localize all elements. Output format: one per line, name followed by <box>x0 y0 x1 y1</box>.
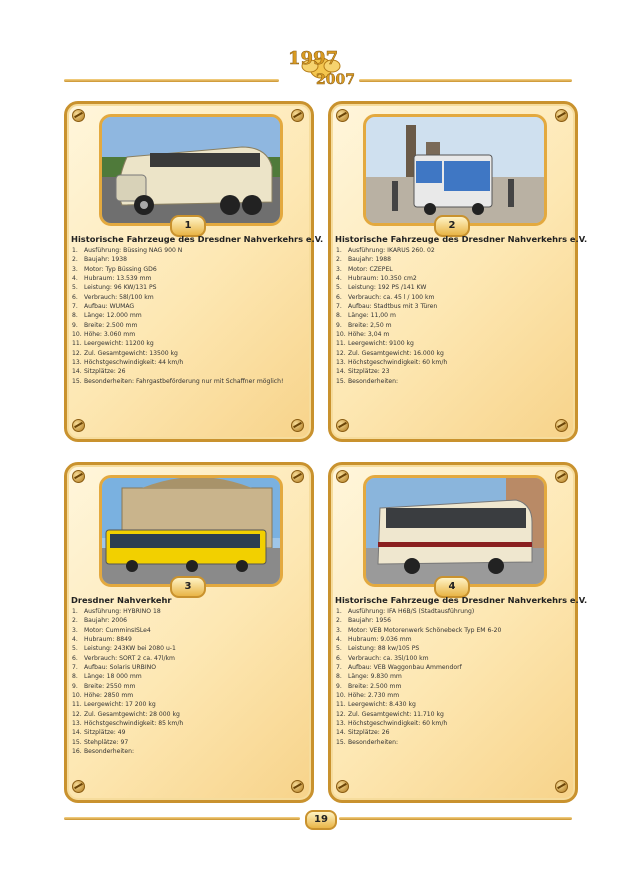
spec-item-number: 1. <box>72 247 78 254</box>
spec-item-number: 12. <box>72 710 82 718</box>
spec-item-number: 1. <box>336 608 342 615</box>
spec-item <box>336 339 447 348</box>
spec-item <box>72 274 283 283</box>
spec-item-text: Länge: 12.000 mm <box>84 312 142 320</box>
screw-icon <box>291 780 304 793</box>
spec-item-number: 5. <box>72 284 78 292</box>
spec-item <box>72 607 183 616</box>
spec-item <box>72 738 183 747</box>
spec-item-text: Länge: 11,00 m <box>348 312 396 320</box>
spec-item-number: 14. <box>72 729 82 737</box>
spec-item-number: 7. <box>336 664 342 672</box>
spec-item-number: 9. <box>72 682 78 690</box>
spec-item <box>336 682 501 691</box>
anniversary-logo <box>286 44 356 88</box>
spec-item-number: 8. <box>336 312 342 320</box>
spec-item-text: Leistung: 243KW bei 2080 u-1 <box>84 645 176 653</box>
spec-item-text: Breite: 2,50 m <box>348 321 392 329</box>
spec-item-text: Hubraum: 9.036 mm <box>348 636 412 644</box>
spec-item <box>336 321 447 330</box>
spec-item <box>336 635 501 644</box>
spec-item-text: Breite: 2.500 mm <box>348 682 402 690</box>
spec-item-text: Aufbau: Solaris URBINO <box>84 664 156 672</box>
screw-icon <box>291 419 304 432</box>
spec-item-text: Höhe: 3.060 mm <box>84 331 136 339</box>
spec-item-text: Sitzplätze: 49 <box>84 729 126 737</box>
card-title: Historische Fahrzeuge des Dresdner Nahverkehrs e.V. <box>335 595 588 605</box>
screw-icon <box>291 109 304 122</box>
spec-item-text: Baujahr: 1956 <box>348 617 391 625</box>
spec-item-number: 8. <box>336 673 342 681</box>
spec-item <box>72 719 183 728</box>
vehicle-card-1 <box>64 101 324 442</box>
spec-item <box>72 293 283 302</box>
spec-item-number: 7. <box>336 303 342 311</box>
spec-list <box>336 607 501 747</box>
spec-item-text: Aufbau: VEB Waggonbau Ammendorf <box>348 664 462 672</box>
spec-item <box>336 691 501 700</box>
spec-item-text: Leistung: 88 kw/105 PS <box>348 645 420 653</box>
screw-icon <box>336 109 349 122</box>
spec-item-number: 10. <box>336 692 346 700</box>
spec-item <box>336 302 447 311</box>
spec-item-number: 12. <box>336 349 346 357</box>
spec-item-number: 13. <box>336 359 346 367</box>
spec-item-number: 15. <box>72 377 82 385</box>
spec-item <box>336 283 447 292</box>
spec-item <box>336 654 501 663</box>
vehicle-photo-2 <box>363 114 547 226</box>
card-number-badge: 1 <box>170 215 206 237</box>
spec-item <box>72 283 283 292</box>
spec-item-text: Leistung: 192 PS /141 KW <box>348 284 427 292</box>
vehicle-card-4 <box>328 462 588 803</box>
spec-item-number: 8. <box>72 312 78 320</box>
spec-item-number: 10. <box>72 692 82 700</box>
spec-item-number: 5. <box>72 645 78 653</box>
screw-icon <box>555 419 568 432</box>
spec-item <box>72 710 183 719</box>
footer-rule-right <box>339 817 572 820</box>
spec-item-number: 6. <box>336 654 342 662</box>
screw-icon <box>72 419 85 432</box>
header-rule-right <box>359 79 572 82</box>
header-rule-left <box>64 79 279 82</box>
spec-item-number: 9. <box>336 321 342 329</box>
spec-item-number: 11. <box>336 340 346 348</box>
spec-item-number: 3. <box>72 265 78 273</box>
spec-item-text: Hubraum: 13.539 mm <box>84 275 152 283</box>
spec-item <box>336 265 447 274</box>
spec-item-text: Höhe: 2850 mm <box>84 692 134 700</box>
spec-item <box>336 700 501 709</box>
screw-icon <box>555 780 568 793</box>
spec-item-number: 2. <box>336 617 342 625</box>
spec-item <box>72 616 183 625</box>
spec-item-text: Ausführung: Büssing NAG 900 N <box>84 247 183 254</box>
spec-item <box>72 358 283 367</box>
spec-item-number: 8. <box>72 673 78 681</box>
spec-item-number: 4. <box>336 275 342 283</box>
spec-item-text: Besonderheiten: Fahrgastbeförderung nur mit Schaffner möglich! <box>84 377 284 385</box>
spec-item-number: 3. <box>336 265 342 273</box>
screw-icon <box>336 419 349 432</box>
spec-item <box>72 663 183 672</box>
spec-item <box>72 330 283 339</box>
screw-icon <box>72 470 85 483</box>
spec-item-number: 7. <box>72 664 78 672</box>
spec-item-text: Motor: CZEPEL <box>348 265 393 273</box>
spec-item <box>336 349 447 358</box>
spec-item-text: Sitzplätze: 26 <box>348 729 390 737</box>
screw-icon <box>555 109 568 122</box>
spec-item-number: 16. <box>72 748 82 756</box>
spec-item <box>336 311 447 320</box>
spec-item-text: Breite: 2550 mm <box>84 682 136 690</box>
spec-item <box>336 255 447 264</box>
spec-item <box>336 738 501 747</box>
spec-item <box>336 246 447 255</box>
vehicle-photo-4 <box>363 475 547 587</box>
spec-item-text: Zul. Gesamtgewicht: 13500 kg <box>84 349 178 357</box>
spec-item-text: Zul. Gesamtgewicht: 16.000 kg <box>348 349 444 357</box>
spec-item-number: 11. <box>72 340 82 348</box>
spec-item-text: Besonderheiten: <box>84 748 135 756</box>
spec-item-text: Verbrauch: ca. 45 l / 100 km <box>348 293 435 301</box>
spec-item-number: 3. <box>72 626 78 634</box>
spec-item-number: 1. <box>72 608 78 615</box>
spec-item-number: 6. <box>336 293 342 301</box>
spec-item-text: Höchstgeschwindigkeit: 60 km/h <box>348 359 448 367</box>
spec-item-number: 2. <box>336 256 342 264</box>
spec-item-number: 11. <box>72 701 82 709</box>
spec-item-text: Baujahr: 2006 <box>84 617 127 625</box>
spec-item-text: Besonderheiten: <box>348 377 399 385</box>
logo-year-bottom: 2007 <box>316 72 355 88</box>
spec-item-text: Baujahr: 1938 <box>84 256 127 264</box>
spec-item-number: 6. <box>72 654 78 662</box>
spec-item-number: 13. <box>336 720 346 728</box>
spec-list <box>336 246 447 386</box>
footer-rule-left <box>64 817 300 820</box>
spec-item-number: 2. <box>72 256 78 264</box>
spec-item <box>72 672 183 681</box>
card-number-badge: 4 <box>434 576 470 598</box>
spec-item-text: Leergewicht: 9100 kg <box>348 340 414 348</box>
spec-item-number: 5. <box>336 284 342 292</box>
spec-item-number: 12. <box>336 710 346 718</box>
spec-item-text: Motor: VEB Motorenwerk Schönebeck Typ EM 6-20 <box>348 626 502 634</box>
spec-item-number: 10. <box>336 331 346 339</box>
spec-item-text: Leistung: 96 KW/131 PS <box>84 284 157 292</box>
spec-item <box>72 311 283 320</box>
spec-list <box>72 607 183 757</box>
spec-item <box>72 302 283 311</box>
spec-item-text: Breite: 2.500 mm <box>84 321 138 329</box>
spec-item <box>336 274 447 283</box>
spec-item <box>336 616 501 625</box>
spec-item <box>72 728 183 737</box>
screw-icon <box>336 470 349 483</box>
spec-item <box>336 663 501 672</box>
spec-item-text: Länge: 18 000 mm <box>84 673 142 681</box>
spec-item-number: 14. <box>336 729 346 737</box>
screw-icon <box>72 780 85 793</box>
card-number-badge: 3 <box>170 576 206 598</box>
spec-list <box>72 246 283 386</box>
spec-item <box>336 644 501 653</box>
spec-item-text: Leergewicht: 8.430 kg <box>348 701 416 709</box>
spec-item-text: Höchstgeschwindigkeit: 85 km/h <box>84 720 184 728</box>
spec-item-text: Höchstgeschwindigkeit: 44 km/h <box>84 359 184 367</box>
spec-item-text: Zul. Gesamtgewicht: 28 000 kg <box>84 710 180 718</box>
spec-item-number: 4. <box>72 636 78 644</box>
spec-item-text: Höchstgeschwindigkeit: 60 km/h <box>348 720 448 728</box>
spec-item-number: 9. <box>336 682 342 690</box>
spec-item <box>72 654 183 663</box>
spec-item-number: 13. <box>72 720 82 728</box>
spec-item-number: 15. <box>72 738 82 746</box>
spec-item-text: Hubraum: 10.350 cm2 <box>348 275 417 283</box>
spec-item <box>72 246 283 255</box>
spec-item <box>72 635 183 644</box>
screw-icon <box>291 470 304 483</box>
spec-item-number: 6. <box>72 293 78 301</box>
spec-item <box>72 644 183 653</box>
card-title: Historische Fahrzeuge des Dresdner Nahverkehrs e.V. <box>335 234 588 244</box>
spec-item <box>72 626 183 635</box>
spec-item <box>336 293 447 302</box>
spec-item-number: 2. <box>72 617 78 625</box>
spec-item-number: 5. <box>336 645 342 653</box>
spec-item-number: 4. <box>72 275 78 283</box>
spec-item-text: Aufbau: Stadtbus mit 3 Türen <box>348 303 438 311</box>
spec-item-text: Ausführung: IKARUS 260. 02 <box>348 247 435 254</box>
vehicle-photo-3 <box>99 475 283 587</box>
screw-icon <box>72 109 85 122</box>
page-number: 19 <box>305 810 337 830</box>
card-title: Historische Fahrzeuge des Dresdner Nahverkehrs e.V. <box>71 234 324 244</box>
vehicle-photo-1 <box>99 114 283 226</box>
spec-item <box>336 358 447 367</box>
spec-item <box>72 747 183 756</box>
spec-item-number: 1. <box>336 247 342 254</box>
spec-item <box>72 691 183 700</box>
spec-item-text: Leergewicht: 11200 kg <box>84 340 154 348</box>
spec-item-text: Ausführung: IFA H6B/S (Stadtausführung) <box>348 608 475 615</box>
spec-item <box>72 321 283 330</box>
spec-item-number: 11. <box>336 701 346 709</box>
spec-item-text: Sitzplätze: 23 <box>348 368 390 376</box>
spec-item-number: 15. <box>336 738 346 746</box>
spec-item-number: 12. <box>72 349 82 357</box>
spec-item-number: 3. <box>336 626 342 634</box>
spec-item <box>72 349 283 358</box>
spec-item-text: Verbrauch: SORT 2 ca. 47l/km <box>84 654 175 662</box>
spec-item-text: Verbrauch: 58l/100 km <box>84 293 154 301</box>
spec-item <box>72 339 283 348</box>
spec-item <box>72 255 283 264</box>
spec-item <box>72 377 283 386</box>
spec-item <box>336 728 501 737</box>
screw-icon <box>555 470 568 483</box>
spec-item <box>336 330 447 339</box>
spec-item-text: Zul. Gesamtgewicht: 11.710 kg <box>348 710 444 718</box>
screw-icon <box>336 780 349 793</box>
spec-item-text: Höhe: 2.730 mm <box>348 692 400 700</box>
spec-item-number: 14. <box>336 368 346 376</box>
spec-item-text: Verbrauch: ca. 35l/100 km <box>348 654 429 662</box>
spec-item <box>336 367 447 376</box>
spec-item <box>336 377 447 386</box>
spec-item-text: Stehplätze: 97 <box>84 738 129 746</box>
card-title: Dresdner Nahverkehr <box>71 595 172 605</box>
spec-item-number: 10. <box>72 331 82 339</box>
spec-item-number: 14. <box>72 368 82 376</box>
spec-item-text: Ausführung: HYBRINO 18 <box>84 608 161 615</box>
spec-item-text: Hubraum: 8849 <box>84 636 132 644</box>
spec-item-number: 13. <box>72 359 82 367</box>
spec-item-text: Motor: CumminsISLe4 <box>84 626 151 634</box>
spec-item <box>72 700 183 709</box>
spec-item-text: Länge: 9.830 mm <box>348 673 402 681</box>
spec-item-number: 15. <box>336 377 346 385</box>
spec-item-text: Motor: Typ Büssing GD6 <box>84 265 157 273</box>
spec-item <box>336 607 501 616</box>
spec-item <box>336 672 501 681</box>
spec-item-text: Baujahr: 1988 <box>348 256 391 264</box>
spec-item-text: Höhe: 3,04 m <box>348 331 390 339</box>
spec-item <box>336 626 501 635</box>
vehicle-card-3 <box>64 462 314 803</box>
spec-item-number: 4. <box>336 636 342 644</box>
spec-item <box>72 367 283 376</box>
spec-item <box>336 710 501 719</box>
spec-item <box>72 265 283 274</box>
vehicle-card-2 <box>328 101 588 442</box>
spec-item-number: 7. <box>72 303 78 311</box>
spec-item-text: Leergewicht: 17 200 kg <box>84 701 156 709</box>
logo-year-top: 1997 <box>288 48 339 69</box>
spec-item-number: 9. <box>72 321 78 329</box>
spec-item-text: Aufbau: WUMAG <box>84 303 135 311</box>
spec-item <box>72 682 183 691</box>
spec-item-text: Besonderheiten: <box>348 738 399 746</box>
spec-item <box>336 719 501 728</box>
card-number-badge: 2 <box>434 215 470 237</box>
spec-item-text: Sitzplätze: 26 <box>84 368 126 376</box>
